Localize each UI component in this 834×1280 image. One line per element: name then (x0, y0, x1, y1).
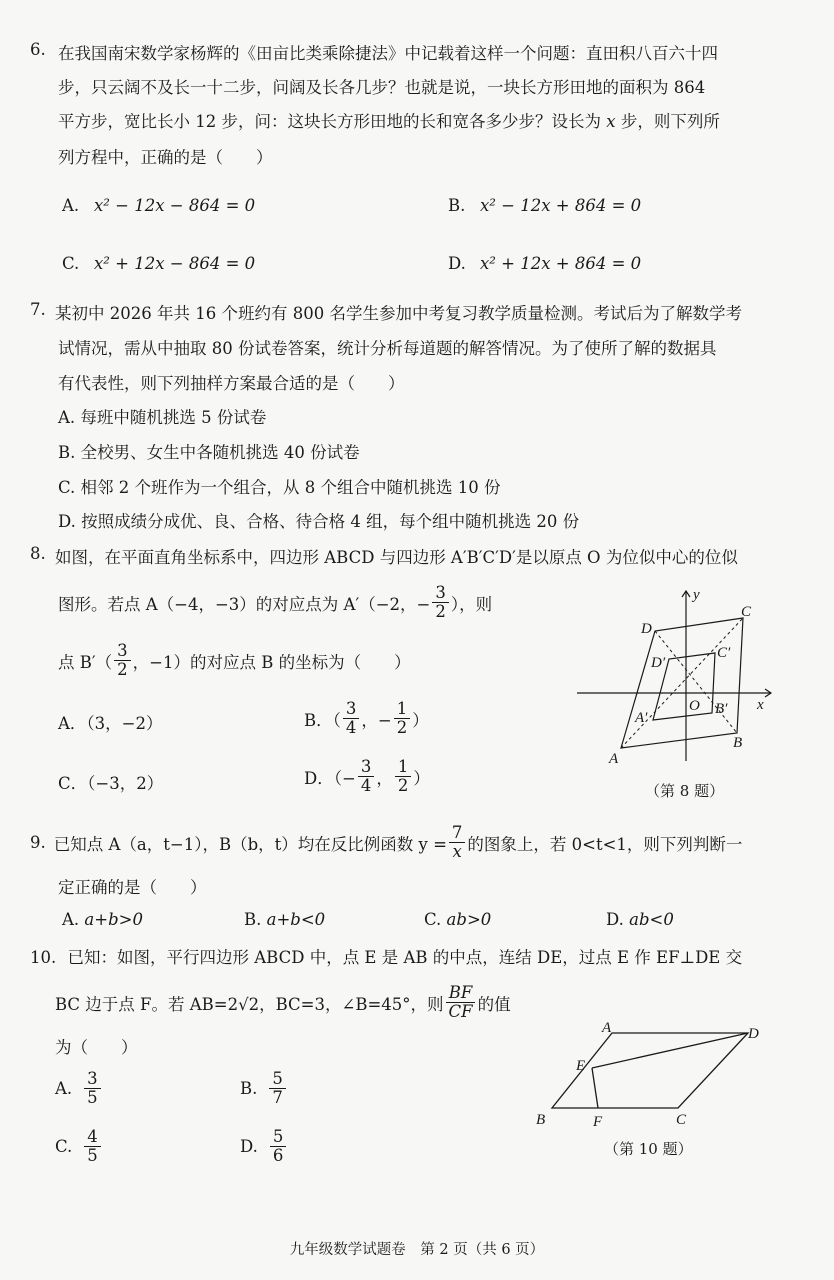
q6-option-b-label: B. (448, 196, 466, 215)
segment-de (592, 1033, 748, 1068)
q6-line3: 平方步，宽比长小 12 步，问：这块长方形田地的长和宽各多少步？设长为 (58, 112, 601, 131)
q6-option-b: x² − 12x + 864 = 0 (480, 196, 642, 215)
q10-line2b: 的值 (477, 994, 511, 1014)
q9-option-b: B. a+b<0 (244, 910, 326, 929)
fig10-label-E: E (576, 1058, 586, 1074)
q10-line3: 为（ ） (55, 1038, 138, 1057)
q6-option-c-label: C. (62, 254, 80, 273)
q8-number: 8. (30, 544, 46, 563)
fig8-label-B: B (733, 735, 743, 751)
q7-line3: 有代表性，则下列抽样方案最合适的是（ ） (58, 374, 405, 393)
q7-option-d: D. 按照成绩分成优、良、合格、待合格 4 组，每个组中随机挑选 20 份 (58, 512, 580, 531)
q8-line1: 如图，在平面直角坐标系中，四边形 ABCD 与四边形 A′B′C′D′是以原点 O 为位似中心的位似 (55, 548, 738, 567)
segment-ef (592, 1068, 598, 1108)
q10-figure-caption: （第 10 题） (604, 1140, 693, 1158)
q9-line2: 定正确的是（ ） (58, 878, 207, 897)
q7-option-a: A. 每班中随机挑选 5 份试卷 (58, 408, 267, 427)
q8-line3a: 点 B′（ (58, 652, 113, 672)
q6-option-a: x² − 12x − 864 = 0 (94, 196, 256, 215)
q7-option-c: C. 相邻 2 个班作为一个组合，从 8 个组合中随机挑选 10 份 (58, 478, 501, 497)
q8-fraction-3-2: $\frac{3}{2}$ (432, 584, 449, 621)
q10-option-b: B. $\frac{5}{7}$ (240, 1070, 288, 1107)
q6-option-c: x² + 12x − 864 = 0 (94, 254, 256, 273)
q8-option-c: C．（−3，2） (58, 774, 164, 793)
q9-option-a: A. a+b>0 (62, 910, 143, 929)
q10-option-d: D. $\frac{5}{6}$ (240, 1128, 288, 1165)
page-footer: 九年级数学试题卷 第 2 页（共 6 页） (289, 1242, 545, 1258)
q8-figure (575, 585, 785, 775)
q10-number: 10. (30, 948, 57, 967)
q10-option-a: A. $\frac{3}{5}$ (55, 1070, 103, 1107)
fig10-label-D: D (748, 1026, 759, 1042)
q7-line2: 试情况，需从中抽取 80 份试卷答案，统计分析每道题的解答情况。为了使所了解的数据具 (58, 339, 717, 358)
q9-line1b: 的图象上，若 0<t<1，则下列判断一 (467, 834, 743, 854)
fig10-label-F: F (593, 1114, 603, 1130)
q6-line3b: 步，则下列所 (620, 112, 720, 131)
q6-option-d-label: D. (448, 254, 466, 273)
fig8-label-C: C (741, 604, 752, 620)
q6-line2: 步，只云阔不及长一十二步，问阔及长各几步？也就是说，一块长方形田地的面积为 864 (58, 78, 706, 97)
fig8-label-Bp: B′ (715, 701, 728, 717)
fig8-label-Dp: D′ (651, 655, 666, 671)
q8-figure-caption: （第 8 题） (645, 782, 725, 800)
q9-option-c: C. ab>0 (424, 910, 492, 929)
q8-line2b: ），则 (450, 594, 493, 614)
fig10-label-A: A (602, 1020, 612, 1036)
q10-fraction: $\frac{BF}{CF}$ (446, 984, 476, 1021)
q10-line2a: BC 边于点 F。若 AB=2√2，BC=3，∠B=45°，则 (55, 994, 444, 1014)
fig8-label-y: y (693, 587, 700, 603)
q6-line1: 在我国南宋数学家杨辉的《田亩比类乘除捷法》中记载着这样一个问题：直田积八百六十四 (58, 44, 718, 63)
q10-option-c: C. $\frac{4}{5}$ (55, 1128, 103, 1165)
q8-option-a: A．（3，−2） (58, 714, 163, 733)
q8-option-d: D．（− $\frac{3}{4}$ ， $\frac{1}{2}$ ） (304, 757, 430, 795)
q6-line4: 列方程中，正确的是（ ） (58, 148, 273, 167)
q8-option-b: B．（ $\frac{3}{4}$ ，− $\frac{1}{2}$ ） (304, 699, 429, 737)
q8-line3b: ，−1）的对应点 B 的坐标为（ ） (132, 652, 411, 672)
q6-option-a-label: A. (62, 196, 80, 215)
fig8-label-Ap: A′ (635, 710, 648, 726)
q8-fraction-bprime: $\frac{3}{2}$ (114, 642, 131, 679)
q10-figure (530, 1020, 780, 1135)
fig8-label-D: D (641, 621, 652, 637)
q6-number: 6. (30, 40, 46, 59)
q9-number: 9. (30, 833, 46, 852)
q10-line1: 已知：如图，平行四边形 ABCD 中，点 E 是 AB 的中点，连结 DE，过点 E 作 EF⊥DE 交 (67, 948, 743, 967)
fig8-label-A: A (609, 751, 619, 767)
q7-option-b: B. 全校男、女生中各随机挑选 40 份试卷 (58, 443, 360, 462)
fig10-label-B: B (536, 1112, 546, 1128)
q7-line1: 某初中 2026 年共 16 个班约有 800 名学生参加中考复习教学质量检测。考试后为了解数学考 (55, 304, 742, 323)
fig8-label-Cp: C′ (717, 645, 731, 661)
fig8-label-x: x (757, 697, 764, 713)
fig8-label-O: O (689, 698, 700, 714)
q6-option-d: x² + 12x + 864 = 0 (480, 254, 642, 273)
fig10-label-C: C (676, 1112, 687, 1128)
q7-number: 7. (30, 300, 46, 319)
q9-fraction: $\frac{7}{x}$ (449, 824, 466, 861)
q6-var: x (606, 112, 616, 131)
q9-option-d: D. ab<0 (606, 910, 674, 929)
q9-line1a: 已知点 A（a，t−1），B（b，t）均在反比例函数 y = (53, 834, 447, 854)
q8-line2a: 图形。若点 A（−4，−3）的对应点为 A′（−2，− (58, 594, 431, 614)
